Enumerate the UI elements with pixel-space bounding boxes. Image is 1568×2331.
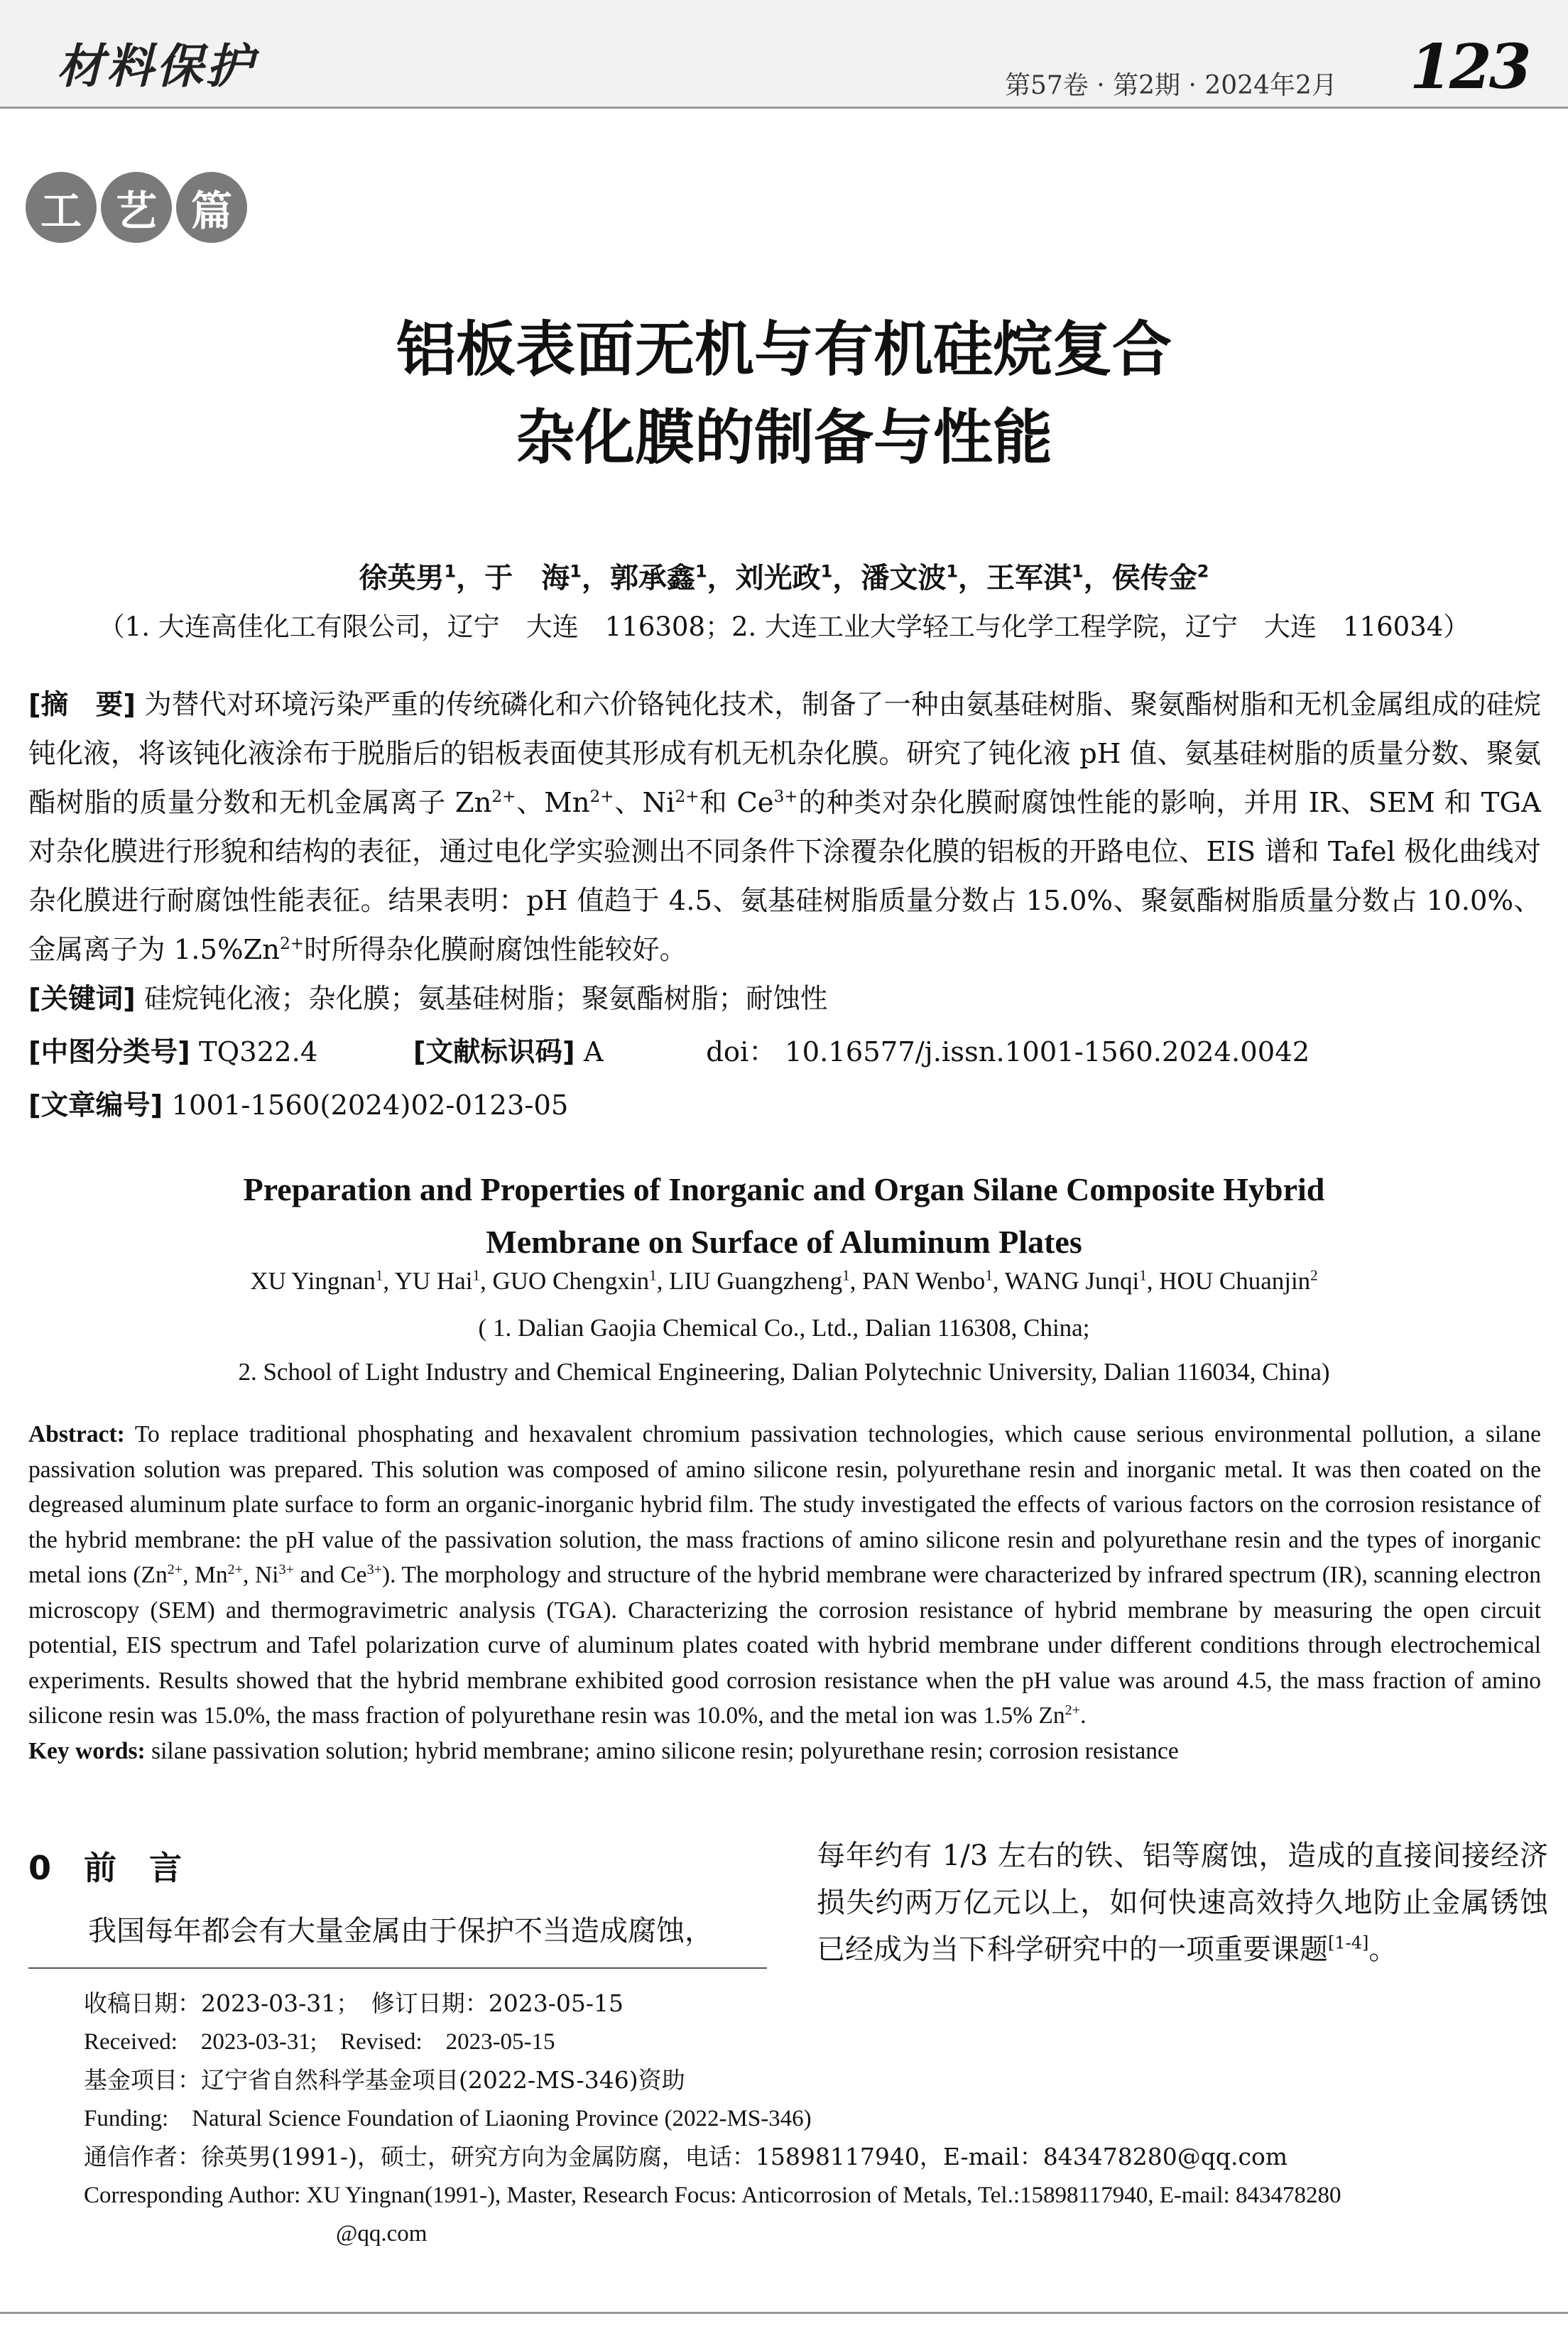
footnote-funding-en: Funding: Natural Science Foundation of Liaoning Province (2022-MS-346) bbox=[84, 2106, 812, 2131]
abstract-en-label: Abstract: bbox=[28, 1421, 125, 1447]
issue-info: 第57卷 · 第2期 · 2024年2月 bbox=[1005, 71, 1337, 100]
author: 郭承鑫$^1$ bbox=[609, 561, 707, 594]
author-en: LIU Guangzheng$^1$ bbox=[669, 1266, 850, 1295]
doi-label: doi： bbox=[706, 1036, 776, 1068]
paper-title-en bbox=[0, 1163, 1568, 1268]
author: 徐英男$^1$ bbox=[359, 561, 457, 594]
footnote-author-zh: 通信作者：徐英男(1991-)，硕士，研究方向为金属防腐，电话：15898117940，E-mail：843478280@qq.com bbox=[84, 2143, 1288, 2170]
title-en-line: Preparation and Properties of Inorganic and Organ Silane Composite Hybrid bbox=[243, 1171, 1325, 1207]
clc-value: TQ322.4 bbox=[198, 1036, 318, 1068]
page-number: 123 bbox=[1410, 31, 1529, 103]
footnotes bbox=[84, 1984, 1554, 2253]
keywords-label: [关键词] bbox=[28, 983, 136, 1015]
affiliation-en: 2. School of Light Industry and Chemical Engineering, Dalian Polytechnic University, Dalian 116034, China) bbox=[238, 1358, 1330, 1386]
keywords-zh bbox=[28, 977, 1541, 1016]
author-en: YU Hai$^1$ bbox=[394, 1266, 480, 1295]
author: 王军淇$^1$ bbox=[986, 561, 1084, 594]
footnote-funding-zh: 基金项目：辽宁省自然科学基金项目(2022-MS-346)资助 bbox=[84, 2066, 685, 2094]
doc-code-value: A bbox=[583, 1036, 604, 1068]
keywords-text: 硅烷钝化液；杂化膜；氨基硅树脂；聚氨酯树脂；耐蚀性 bbox=[143, 983, 828, 1015]
doc-code-label: [文献标识码] bbox=[413, 1036, 575, 1068]
author-en: PAN Wenbo$^1$ bbox=[862, 1266, 993, 1295]
affiliation-en: ( 1. Dalian Gaojia Chemical Co., Ltd., Dalian 116308, China; bbox=[478, 1314, 1090, 1342]
body-column-left: 我国每年都会有大量金属由于保护不当造成腐蚀， bbox=[88, 1915, 713, 1947]
article-number-row bbox=[28, 1084, 1541, 1123]
section-badge-char: 艺 bbox=[101, 172, 172, 243]
footnote-received-en: Received: 2023-03-31; Revised: 2023-05-15 bbox=[84, 2029, 555, 2055]
footnote-received-zh: 收稿日期：2023-03-31； 修订日期：2023-05-15 bbox=[84, 1989, 624, 2017]
affiliation-zh: （1. 大连高佳化工有限公司，辽宁 大连 116308；2. 大连工业大学轻工与化学工程学院，辽宁 大连 116034） bbox=[98, 612, 1470, 642]
author-en: HOU Chuanjin$^2$ bbox=[1159, 1266, 1318, 1295]
clc-label: [中图分类号] bbox=[28, 1036, 190, 1068]
journal-logo: 材料保护 bbox=[57, 38, 256, 94]
author: 侯传金$^2$ bbox=[1111, 561, 1209, 594]
author-en: WANG Junqi$^1$ bbox=[1004, 1266, 1147, 1295]
paper-title-zh bbox=[0, 305, 1568, 482]
body-column-right: 每年约有 1/3 左右的铁、铝等腐蚀，造成的直接间接经济损失约两万亿元以上，如何快速高效持久地防止金属锈蚀已经成为当下科学研究中的一项重要课题[1-4]。 bbox=[817, 1840, 1548, 1966]
author-en: GUO Chengxin$^1$ bbox=[492, 1266, 657, 1295]
author: 潘文波$^1$ bbox=[861, 561, 959, 594]
author-list-en: XU Yingnan$^1$, YU Hai$^1$, GUO Chengxin$^1$, LIU Guangzheng$^1$, PAN Wenbo$^1$, WANG Junqi$^1$, HOU Chuanjin$^2$ bbox=[250, 1266, 1318, 1295]
author-list-zh: 徐英男$^1$，于 海$^1$，郭承鑫$^1$，刘光政$^1$，潘文波$^1$，王军淇$^1$，侯传金$^2$ bbox=[359, 561, 1209, 594]
abstract-label: [摘 要] bbox=[28, 689, 136, 721]
section-badge-char: 工 bbox=[26, 172, 97, 243]
title-en-line: Membrane on Surface of Aluminum Plates bbox=[486, 1224, 1082, 1260]
section-title: 前 言 bbox=[84, 1849, 183, 1887]
article-no-value: 1001-1560(2024)02-0123-05 bbox=[171, 1090, 569, 1121]
keywords-en-text: silane passivation solution; hybrid membrane; amino silicone resin; polyurethane resin; corrosion resistance bbox=[151, 1737, 1179, 1764]
section-badge bbox=[26, 172, 247, 243]
keywords-en-label: Key words: bbox=[28, 1737, 146, 1764]
section-heading bbox=[28, 1842, 182, 1889]
footnote-author-en-cont: @qq.com bbox=[336, 2221, 428, 2246]
article-no-label: [文章编号] bbox=[28, 1090, 163, 1121]
section-number: 0 bbox=[28, 1849, 52, 1887]
abstract-en: Abstract: To replace traditional phosphating and hexavalent chromium passivation technologies, which cause serious environmental pollution, a silane passivation solution was prepared. This solution was composed of amino silicone resin, polyurethane resin and inorganic metal. It was then coated on the degreased aluminum plate surface to form an organic-inorganic hybrid film. The study investigated the effects of various factors on the corrosion resistance of the hybrid membrane: the pH value of the passivation solution, the mass fractions of amino silicone resin and polyurethane resin and the types of inorganic metal ions ($Zn^{2+}$, $Mn^{2+}$, $Ni^{3+}$ and $Ce^{3+}$). The morphology and structure of the hybrid membrane were characterized by infrared spectrum (IR), scanning electron microscopy (SEM) and thermogravimetric analysis (TGA). Characterizing the corrosion resistance of hybrid membrane by measuring the open circuit potential, EIS spectrum and Tafel polarization curve of aluminum plates coated with hybrid membrane under different conditions through electrochemical experiments. Results showed that the hybrid membrane exhibited good corrosion resistance when the pH value was around 4.5, the mass fraction of amino silicone resin was 15.0%, the mass fraction of polyurethane resin was 10.0%, and the metal ion was 1.5% $Zn^{2+}$. Key words: silane passivation solution; hybrid membrane; amino silicone resin; polyurethane resin; corrosion resistance bbox=[28, 1421, 1541, 1764]
classification-row bbox=[28, 1031, 1541, 1070]
header-rule bbox=[0, 107, 1568, 109]
section-badge-char: 篇 bbox=[176, 172, 247, 243]
doi-value: 10.16577/j.issn.1001-1560.2024.0042 bbox=[785, 1036, 1310, 1068]
author: 刘光政$^1$ bbox=[735, 561, 833, 594]
citation: [1-4] bbox=[1328, 1933, 1369, 1953]
title-line: 杂化膜的制备与性能 bbox=[515, 403, 1052, 472]
author: 于 海$^1$ bbox=[484, 561, 582, 594]
abstract-zh: [摘 要] 为替代对环境污染严重的传统磷化和六价铬钝化技术，制备了一种由氨基硅树脂、聚氨酯树脂和无机金属组成的硅烷钝化液，将该钝化液涂布于脱脂后的铝板表面使其形成有机无机杂化膜。研究了钝化液 pH 值、氨基硅树脂的质量分数、聚氨酯树脂的质量分数和无机金属离子 $Zn^{2+}$、$Mn^{2+}$、$Ni^{2+}$和 $Ce^{3+}$的种类对杂化膜耐腐蚀性能的影响，并用 IR、SEM 和 TGA 对杂化膜进行形貌和结构的表征，通过电化学实验测出不同条件下涂覆杂化膜的铝板的开路电位、EIS 谱和 Tafel 极化曲线对杂化膜进行耐腐蚀性能表征。结果表明：pH 值趋于 4.5、氨基硅树脂质量分数占 15.0%、聚氨酯树脂质量分数占 10.0%、金属离子为 $1.5\%Zn^{2+}$时所得杂化膜耐腐蚀性能较好。 bbox=[28, 689, 1541, 966]
footnote-author-en: Corresponding Author: XU Yingnan(1991-), Master, Research Focus: Anticorrosion of Metals, Tel.:15898117940, E-mail: 843478280 bbox=[84, 2183, 1341, 2208]
author-en: XU Yingnan$^1$ bbox=[250, 1266, 383, 1295]
bottom-rule bbox=[0, 2312, 1568, 2314]
footnote-rule bbox=[28, 1967, 767, 1969]
title-line: 铝板表面无机与有机硅烷复合 bbox=[396, 315, 1172, 384]
